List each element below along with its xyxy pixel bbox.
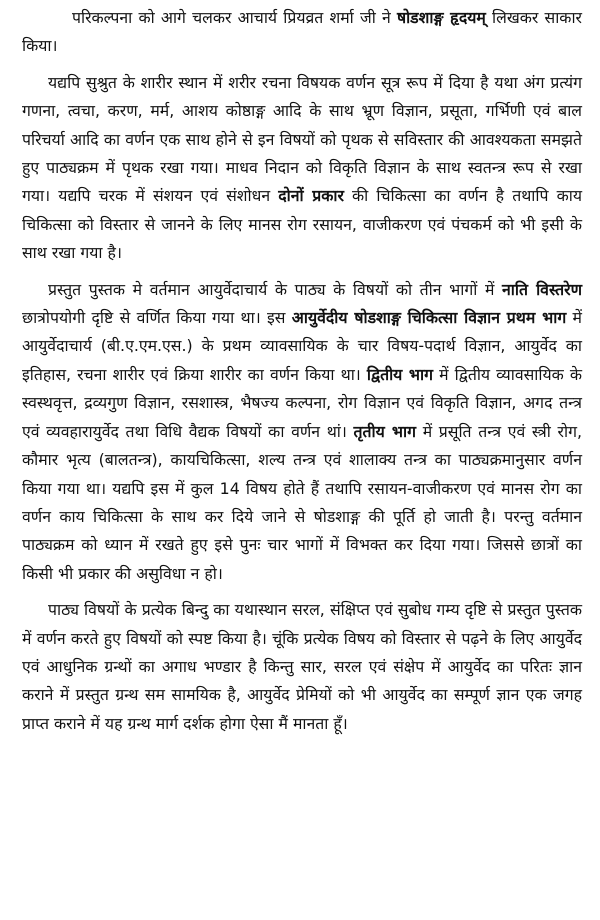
text-run: लिखकर साकार किया। — [22, 8, 582, 56]
document-page — [22, 4, 582, 746]
bold-text-run: द्वितीय भाग — [366, 364, 433, 384]
text-run: में द्वितीय व्यावसायिक के स्वस्थवृत्त, द्रव्यगुण विज्ञान, रसशास्त्र, भैषज्य कल्पना, रोग विज्ञान एवं विकृति विज्ञान, अगद तन्त्र एवं व्यवहारायुर्वेद तथा विधि वैद्यक विषयों का वर्णन थां। — [22, 364, 582, 441]
text-run: यद्यपि सुश्रुत के शारीर स्थान में शरीर रचना विषयक वर्णन सूत्र रूप में दिया है यथा अंग प्रत्यंग गणना, त्वचा, करण, मर्म, आशय कोष्ठाङ्ग आदि के साथ भ्रूण विज्ञान, प्रसूता, गर्भिणी एवं बाल परिचर्या आदि का वर्णन एक साथ होने से इन विषयों को पृथक से सविस्तार की आवश्यकता समझते हुए पाठ्यक्रम में पृथक रखा गया। माधव निदान को विकृति विज्ञान के साथ स्वतन्त्र रूप से रखा गया। यद्यपि चरक में संशयन एवं संशोधन — [22, 72, 582, 206]
text-run: परिकल्पना को आगे चलकर आचार्य प्रियव्रत शर्मा जी ने — [72, 8, 397, 27]
text-run: प्रस्तुत पुस्तक मे वर्तमान आयुर्वेदाचार्य के पाठ्य के विषयों को तीन भागों में — [48, 279, 503, 299]
text-run: छात्रोपयोगी दृष्टि से वर्णित किया गया था। इस — [22, 308, 292, 328]
text-run: में प्रसूति तन्त्र एवं स्त्री रोग, कौमार भृत्य (बालतन्त्र), कायचिकित्सा, शल्य तन्त्र एवं शालाक्य तन्त्र का पाठ्यक्रमानुसार वर्णन किया गया था। यद्यपि इस में कुल 14 विषय होते हैं तथापि रसायन-वाजीकरण एवं मानस रोग का वर्णन काय चिकित्सा के साथ कर दिये जाने से षोडशाङ्ग की पूर्ति हो जाती है। परन्तु वर्तमान पाठ्यक्रम को ध्यान में रखते हुए इसे पुनः चार भागों में विभक्त कर दिया गया। जिससे छात्रों का किसी भी प्रकार की असुविधा न हो। — [22, 421, 582, 583]
paragraph-4 — [22, 596, 582, 738]
bold-text-run: तृतीय भाग — [353, 421, 417, 441]
text-run: में आयुर्वेदाचार्य (बी.ए.एम.एस.) के प्रथम व्यावसायिक के चार विषय-पदार्थ विज्ञान, आयुर्वेद का इतिहास, रचना शारीर एवं क्रिया शारीर का वर्णन किया था। — [22, 308, 583, 384]
bold-text-run: षोडशाङ्ग हृदयम् — [396, 8, 486, 27]
bold-text-run: दोनों प्रकार — [278, 186, 344, 206]
paragraph-2 — [22, 69, 582, 268]
text-run: पाठ्य विषयों के प्रत्येक बिन्दु का यथास्थान सरल, संक्षिप्त एवं सुबोध गम्य दृष्टि से प्रस्तुत पुस्तक में वर्णन करते हुए विषयों को स्पष्ट किया है। चूंकि प्रत्येक विषय को विस्तार से पढ़ने के लिए आयुर्वेद एवं आधुनिक ग्रन्थों का अगाध भण्डार है किन्तु सार, सरल एवं संक्षेप में आयुर्वेद का परितः ज्ञान कराने में प्रस्तुत ग्रन्थ सम सामयिक है, आयुर्वेद प्रेमियों को भी आयुर्वेद का सम्पूर्ण ज्ञान एक जगह प्राप्त कराने में यह ग्रन्थ मार्ग दर्शक होगा ऐसा मैं मानता हूँ। — [22, 600, 582, 733]
bold-text-run: आयुर्वेदीय षोडशाङ्ग चिकित्सा विज्ञान प्रथम भाग — [291, 308, 567, 328]
paragraph-1 — [22, 4, 582, 61]
bold-text-run: नाति विस्तरेण — [502, 279, 582, 299]
paragraph-3 — [22, 276, 582, 588]
text-run: की चिकित्सा का वर्णन है तथापि काय चिकित्सा को विस्तार से जानने के लिए मानस रोग रसायन, वाजीकरण एवं पंचकर्म को भी इसी के साथ रखा गया है। — [22, 186, 582, 263]
